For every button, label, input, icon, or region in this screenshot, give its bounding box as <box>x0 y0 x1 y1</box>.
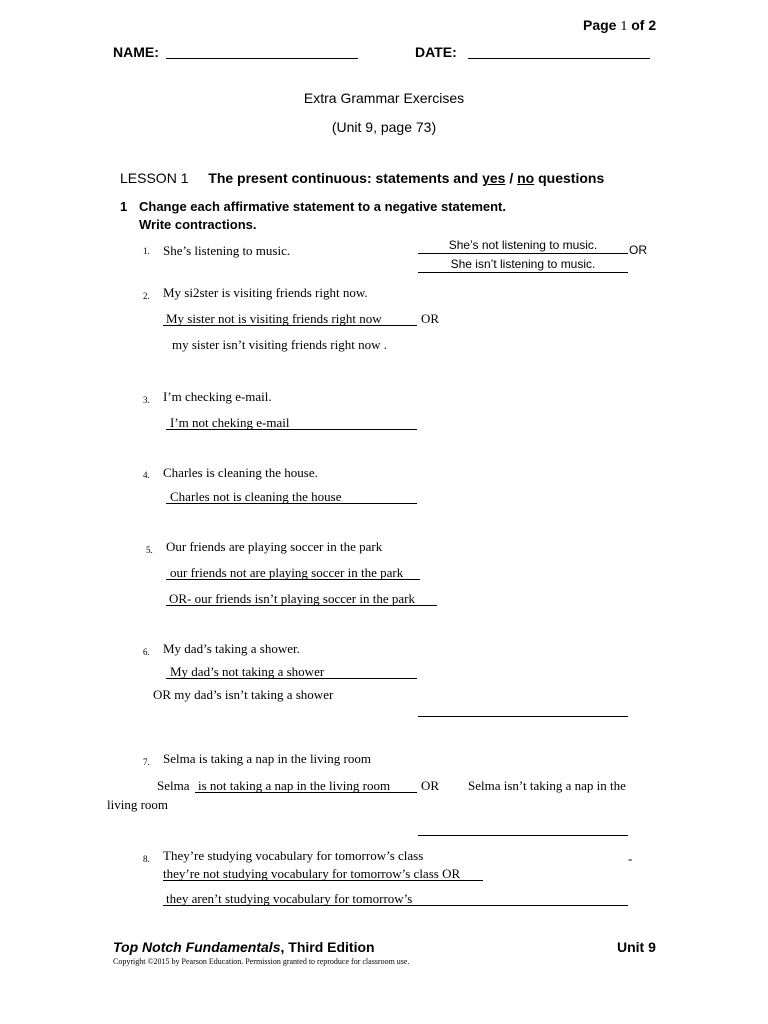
answer-prefix: Selma <box>157 778 190 793</box>
item-statement: Charles is cleaning the house. <box>163 465 318 480</box>
lesson-label: LESSON 1 <box>120 170 189 186</box>
answer-2: OR- our friends isn’t playing soccer in the park <box>169 591 415 606</box>
or-label: OR <box>421 311 440 326</box>
instruction-line1: Change each affirmative statement to a negative statement. <box>139 199 507 214</box>
page-number: Page 1 of 2 <box>583 17 657 34</box>
name-field[interactable] <box>166 58 358 59</box>
answer-line[interactable] <box>166 503 417 504</box>
answer-line[interactable] <box>418 253 628 254</box>
item-number: 5. <box>146 545 153 555</box>
page-subtitle: (Unit 9, page 73) <box>331 119 437 135</box>
item-number: 8. <box>143 854 150 864</box>
answer-2-cont: living room <box>107 797 169 812</box>
item-number: 7. <box>143 757 150 767</box>
answer-1: is not taking a nap in the living room <box>198 778 391 793</box>
item-statement: Selma is taking a nap in the living room <box>163 751 371 766</box>
answer-line[interactable] <box>163 325 417 326</box>
answer-1: My sister not is visiting friends right now <box>166 311 382 326</box>
item-statement: I’m checking e-mail. <box>163 389 272 404</box>
answer-line[interactable] <box>163 880 483 881</box>
item-number: 4. <box>143 470 150 480</box>
footer-copyright: Copyright ©2015 by Pearson Education. Permission granted to reproduce for classroom use. <box>113 957 410 966</box>
item-statement: Our friends are playing soccer in the park <box>166 539 383 554</box>
answer-1: She’s not listening to music. <box>448 238 598 252</box>
answer-line[interactable] <box>166 678 417 679</box>
answer-2: OR my dad’s isn’t taking a shower <box>153 687 334 702</box>
dash-mark: - <box>628 851 633 866</box>
footer-book-title: Top Notch Fundamentals, Third Edition <box>113 939 375 955</box>
instruction-line2: Write contractions. <box>139 217 257 232</box>
answer-line[interactable] <box>418 835 628 836</box>
date-label: DATE: <box>415 44 457 60</box>
page-title: Extra Grammar Exercises <box>303 90 465 106</box>
lesson-heading: LESSON 1 The present continuous: statements and yes / no questions <box>120 170 605 186</box>
answer-1: I’m not cheking e-mail <box>170 415 290 430</box>
lesson-topic: The present continuous: statements and <box>208 170 479 186</box>
answer-line[interactable] <box>166 579 420 580</box>
answer-line[interactable] <box>418 272 628 273</box>
item-statement: My si2ster is visiting friends right now. <box>163 285 368 300</box>
item-number: 3. <box>143 395 150 405</box>
answer-line[interactable] <box>195 792 417 793</box>
footer-unit: Unit 9 <box>617 939 656 955</box>
item-statement: She’s listening to music. <box>163 243 291 258</box>
answer-1: Charles not is cleaning the house <box>170 489 342 504</box>
answer-2: Selma isn’t taking a nap in the <box>468 778 626 793</box>
or-label: OR <box>421 778 440 793</box>
item-statement: They’re studying vocabulary for tomorrow’s class <box>163 848 424 863</box>
answer-line[interactable] <box>166 605 437 606</box>
answer-2: She isn’t listening to music. <box>450 257 596 271</box>
answer-line[interactable] <box>163 905 628 906</box>
answer-line[interactable] <box>166 429 417 430</box>
answer-2: they aren’t studying vocabulary for tomorrow’s <box>166 891 413 906</box>
instruction-number: 1 <box>120 199 128 214</box>
name-label: NAME: <box>113 44 159 60</box>
answer-1: My dad’s not taking a shower <box>170 664 325 679</box>
answer-1: they’re not studying vocabulary for tomorrow’s class OR <box>163 866 461 881</box>
answer-2: my sister isn’t visiting friends right now . <box>172 337 387 352</box>
answer-line[interactable] <box>418 716 628 717</box>
item-number: 1. <box>143 246 150 256</box>
item-statement: My dad’s taking a shower. <box>163 641 300 656</box>
item-number: 6. <box>143 647 150 657</box>
answer-1: our friends not are playing soccer in the park <box>170 565 404 580</box>
or-label: OR <box>629 243 647 257</box>
date-field[interactable] <box>468 58 650 59</box>
item-number: 2. <box>143 291 150 301</box>
